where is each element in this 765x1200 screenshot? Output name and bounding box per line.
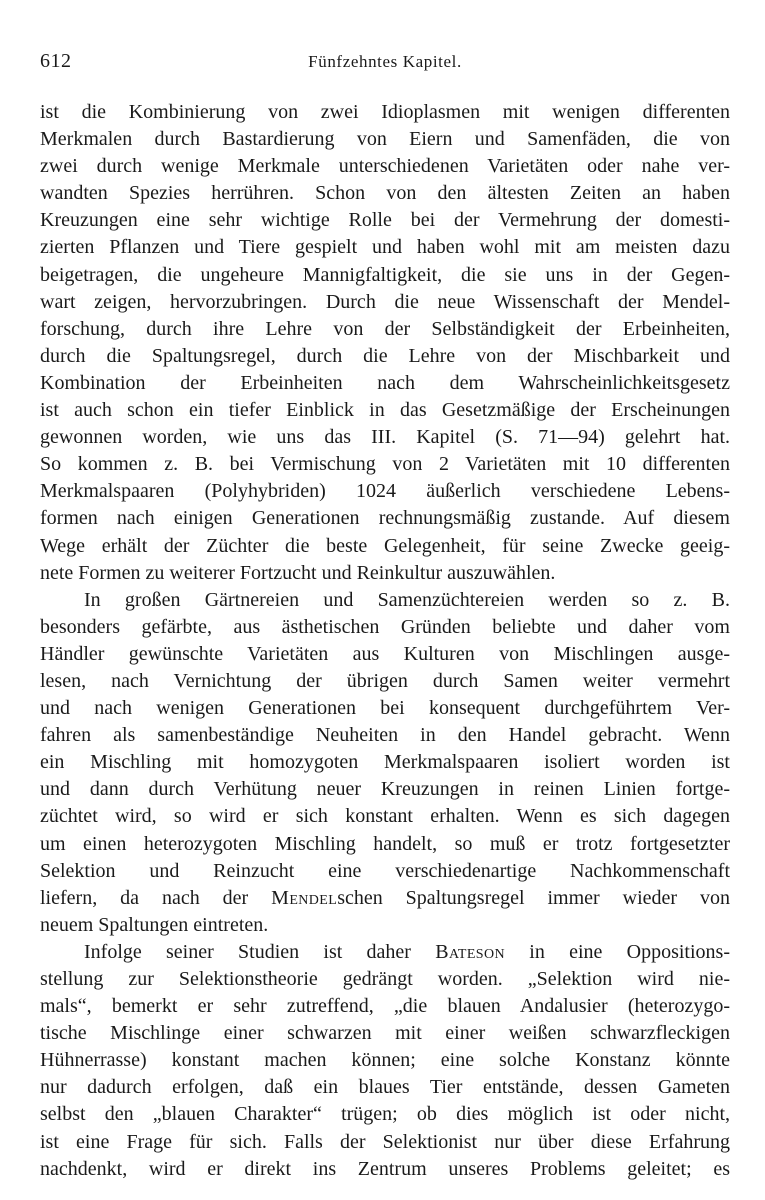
text-line: ist auch schon ein tiefer Einblick in das Gesetzmäßige der Erscheinungen	[40, 399, 730, 422]
text-line: und nach wenigen Generationen bei konsequent durchgeführtem Ver-	[40, 697, 730, 720]
text-line: Händler gewünschte Varietäten aus Kulturen von Mischlingen ausge-	[40, 642, 730, 665]
text-line: Merkmalspaaren (Polyhybriden) 1024 äußerlich verschiedene Lebens-	[40, 480, 730, 503]
text-line: beigetragen, die ungeheure Mannigfaltigkeit, die sie uns in der Gegen-	[40, 263, 730, 286]
text-line: um einen heterozygoten Mischling handelt, so muß er trotz fortgesetzter	[40, 832, 730, 855]
text-line: nachdenkt, wird er direkt ins Zentrum unseres Problems geleitet; es	[40, 1157, 730, 1180]
text-line: tische Mischlinge einer schwarzen mit einer weißen schwarzfleckigen	[40, 1022, 730, 1045]
text-line: nur dadurch erfolgen, daß ein blaues Tier entstände, dessen Gameten	[40, 1076, 730, 1099]
text-line: und dann durch Verhütung neuer Kreuzungen in reinen Linien fortge-	[40, 778, 730, 801]
text-line: zwei durch wenige Merkmale unterschiedenen Varietäten oder nahe ver-	[40, 155, 730, 178]
text-line: zierten Pflanzen und Tiere gespielt und haben wohl mit am meisten dazu	[40, 236, 730, 259]
text-line: züchtet wird, so wird er sich konstant erhalten. Wenn es sich dagegen	[40, 805, 730, 828]
text-line: ist eine Frage für sich. Falls der Selektionist nur über diese Erfahrung	[40, 1130, 730, 1153]
text-line: Merkmalen durch Bastardierung von Eiern und Samenfäden, die von	[40, 128, 730, 151]
line-text-before: liefern, da nach der	[40, 886, 272, 909]
line-text-before: Infolge seiner Studien ist daher	[84, 940, 436, 963]
text-line: gewonnen worden, wie uns das III. Kapitel (S. 71—94) gelehrt hat.	[40, 426, 730, 449]
text-line: stellung zur Selektionstheorie gedrängt worden. „Selektion wird nie-	[40, 968, 730, 990]
text-line: lesen, nach Vernichtung der übrigen durch Samen weiter vermehrt	[40, 669, 730, 692]
text-line: Kombination der Erbeinheiten nach dem Wahrscheinlichkeitsgesetz	[40, 371, 730, 394]
paragraph-last-line: neuem Spaltungen eintreten.	[40, 913, 269, 936]
text-line: Selektion und Reinzucht eine verschiedenartige Nachkommenschaft	[40, 859, 730, 882]
text-line: selbst den „blauen Charakter“ trügen; ob dies möglich ist oder nicht,	[40, 1103, 730, 1126]
paragraph-last-line: nete Formen zu weiterer Fortzucht und Reinkultur auszuwählen.	[40, 561, 556, 584]
text-line: wart zeigen, hervorzubringen. Durch die neue Wissenschaft der Mendel-	[40, 290, 730, 313]
text-line: mals“, bemerkt er sehr zutreffend, „die blauen Andalusier (heterozygo-	[40, 995, 730, 1018]
text-line: wandten Spezies herrühren. Schon von den ältesten Zeiten an haben	[40, 182, 730, 205]
page-header	[40, 50, 730, 76]
paragraph-first-line: In großen Gärtnereien und Samenzüchtereien werden so z. B.	[84, 588, 730, 611]
line-text-after: schen Spaltungsregel immer wieder von	[337, 886, 730, 909]
paragraph-first-line	[40, 939, 730, 966]
text-line: durch die Spaltungsregel, durch die Lehre von der Mischbarkeit und	[40, 344, 730, 367]
running-title: Fünfzehntes Kapitel.	[308, 52, 462, 71]
text-line: So kommen z. B. bei Vermischung von 2 Varietäten mit 10 differenten	[40, 453, 730, 476]
text-line: forschung, durch ihre Lehre von der Selbständigkeit der Erbeinheiten,	[40, 317, 730, 340]
text-line: Hühnerrasse) konstant machen können; eine solche Konstanz könnte	[40, 1049, 730, 1072]
text-line: Wege erhält der Züchter die beste Gelegenheit, für seine Zwecke geeig-	[40, 534, 730, 557]
person-name-bateson: Bateson	[435, 940, 506, 963]
page-number: 612	[40, 50, 72, 72]
text-line: ein Mischling mit homozygoten Merkmalspaaren isoliert worden ist	[40, 751, 730, 774]
text-line: ist die Kombinierung von zwei Idioplasmen mit wenigen differenten	[40, 101, 730, 123]
text-line-with-name	[40, 885, 730, 912]
text-body	[40, 99, 730, 1183]
text-line: Kreuzungen eine sehr wichtige Rolle bei der Vermehrung der domesti-	[40, 209, 730, 232]
person-name-mendel: Mendel	[271, 886, 338, 909]
line-text-after: in eine Oppositions-	[505, 940, 730, 963]
text-line: formen nach einigen Generationen rechnungsmäßig zustande. Auf diesem	[40, 507, 730, 530]
text-line: besonders gefärbte, aus ästhetischen Gründen beliebte und daher vom	[40, 615, 730, 638]
text-line: fahren als samenbeständige Neuheiten in den Handel gebracht. Wenn	[40, 724, 730, 747]
